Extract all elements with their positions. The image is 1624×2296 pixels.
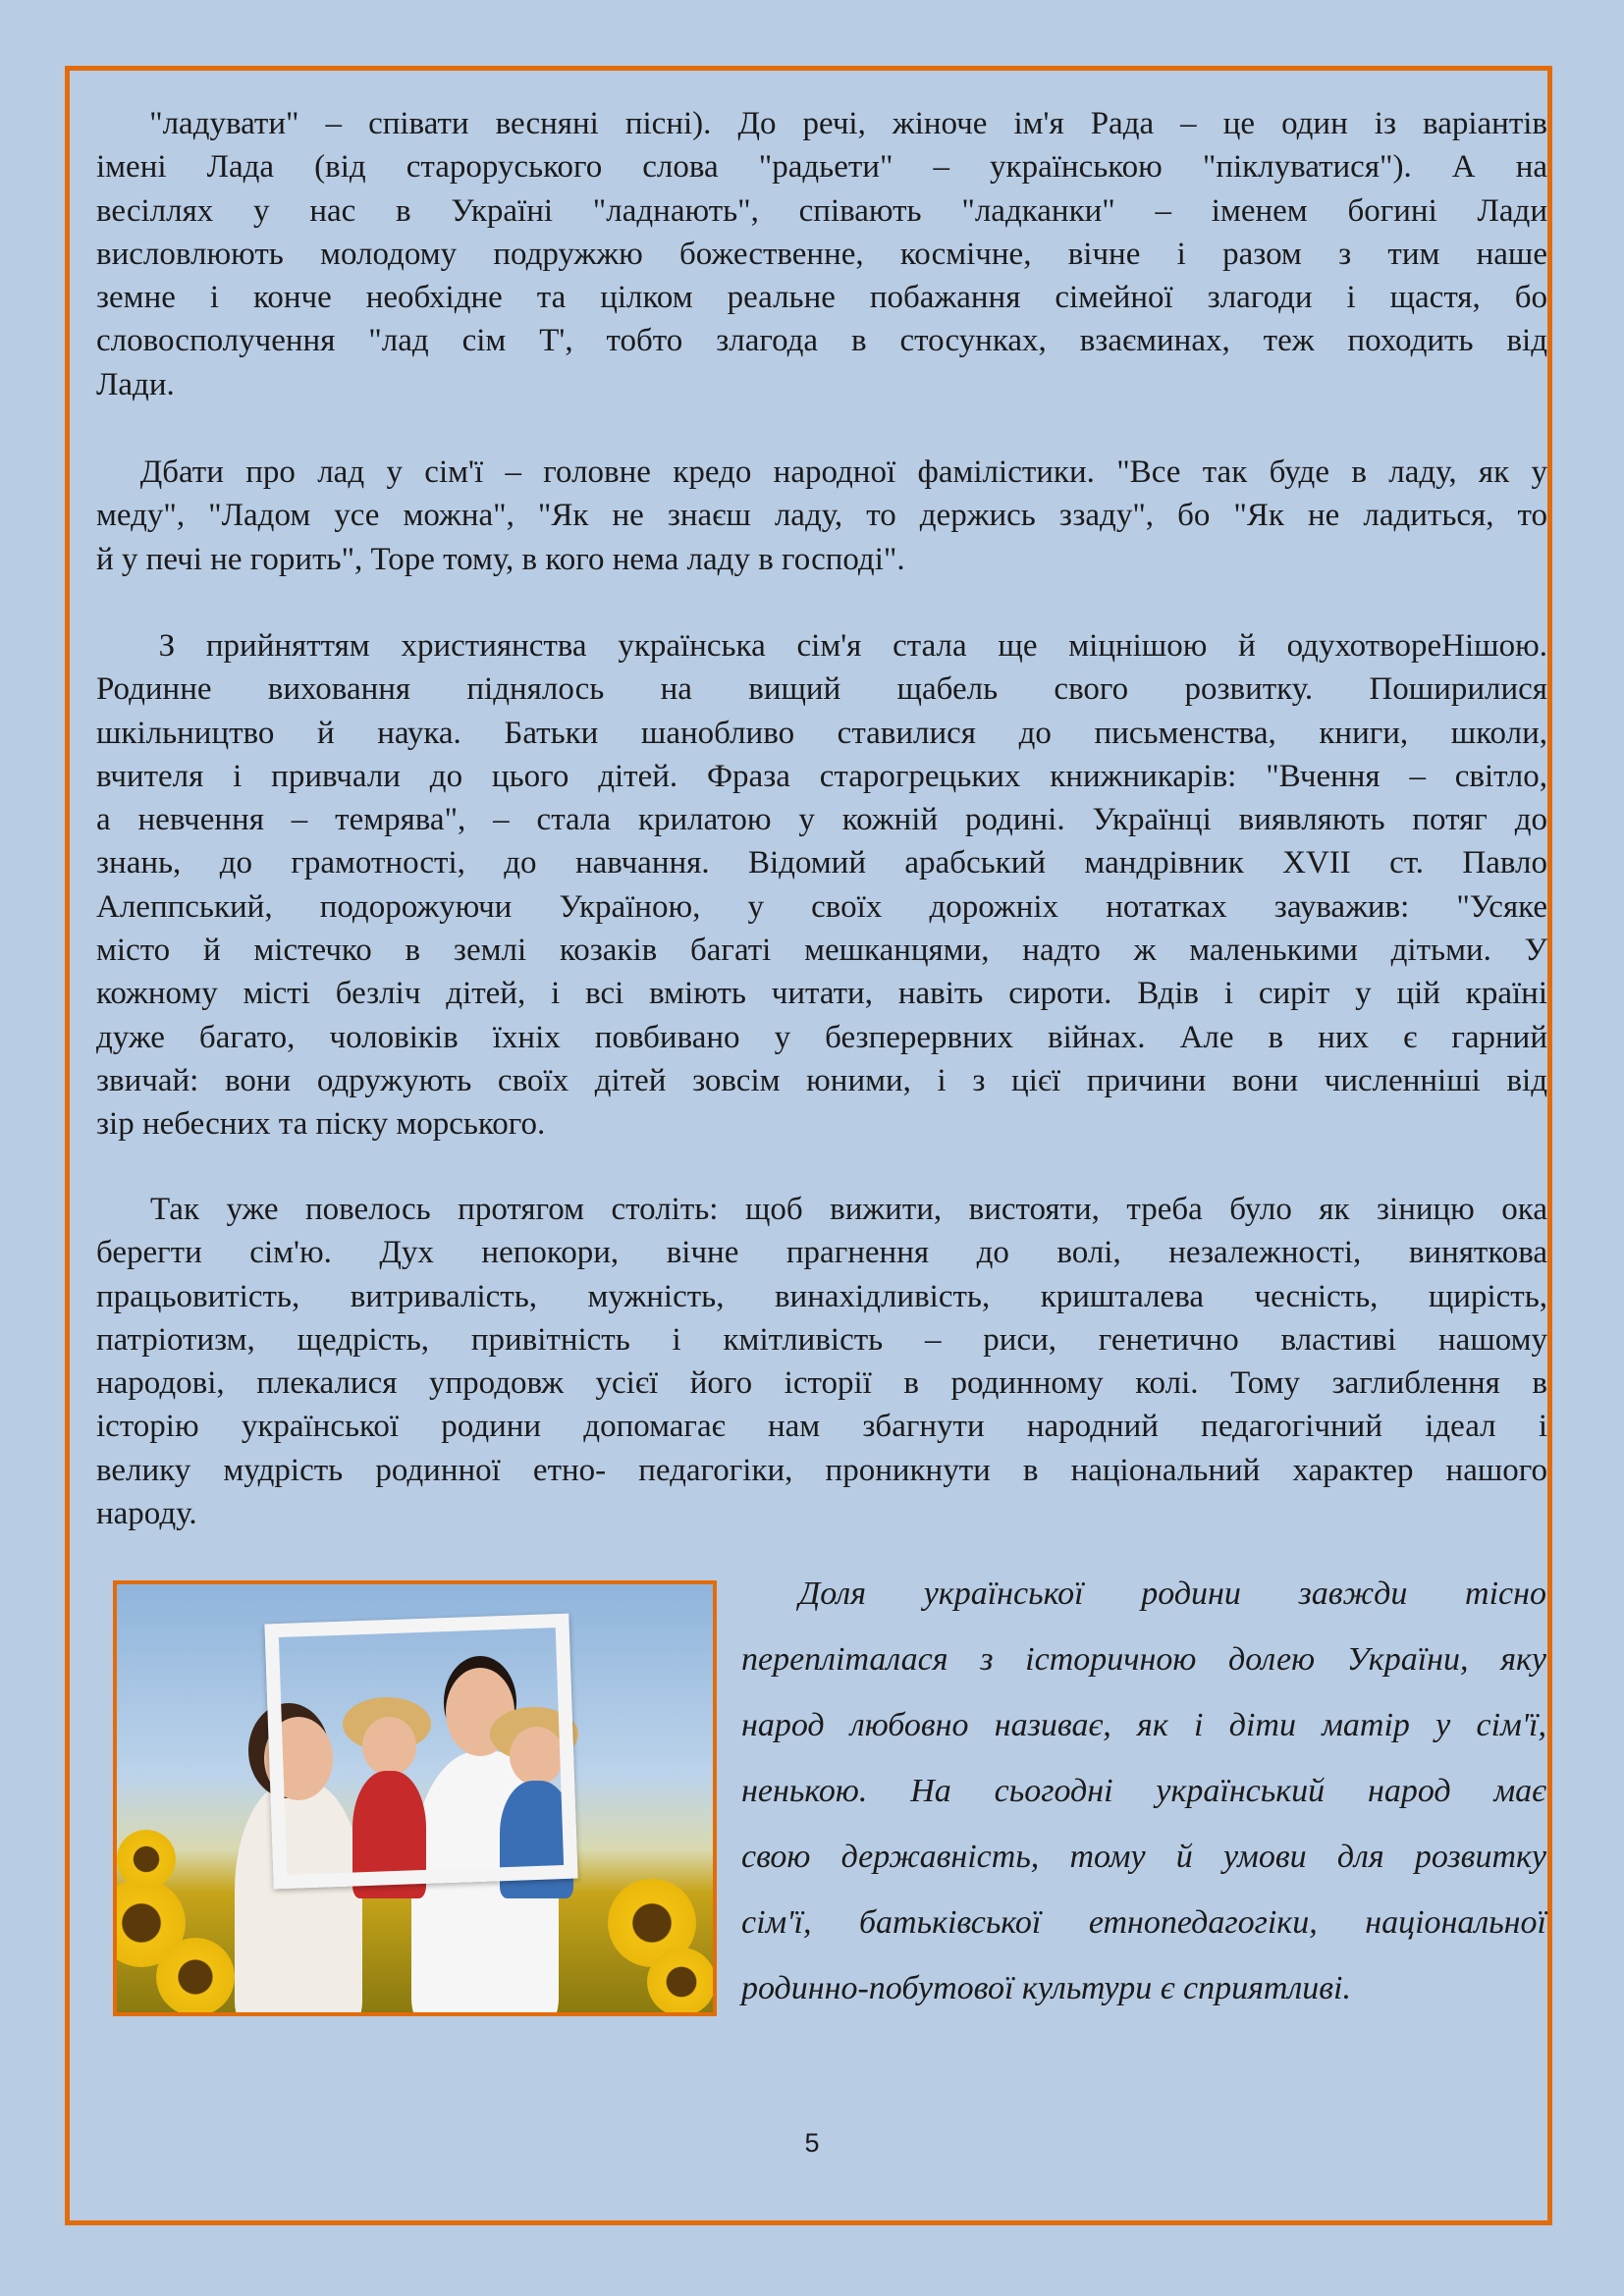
text-line: велику мудрість родинної етно- педагогіки, проникнути в національний характер нашого (96, 1452, 1547, 1488)
text-line: місто й містечко в землі козаків багаті мешканцями, надто ж маленькими дітьми. У (96, 933, 1547, 969)
text-line: народу. (96, 1496, 197, 1532)
paragraph-3 (96, 624, 1547, 1147)
text-line: патріотизм, щедрість, привітність і кмітливість – риси, генетично властиві нашому (96, 1321, 1547, 1358)
photo-caption (741, 1561, 1546, 2021)
text-line: свою державність, тому й умови для розвитку (741, 1839, 1546, 1875)
text-line: перепліталася з історичною долею України, яку (741, 1641, 1546, 1678)
text-line: працьовитість, витривалість, мужність, винахідливість, кришталева чесність, щирість, (96, 1278, 1547, 1314)
text-line: імені Лада (від староруського слова "радьети" – українською "піклуватися"). А на (96, 149, 1547, 186)
text-line: земне і конче необхідне та цілком реальне побажання сімейної злагоди і щастя, бо (96, 280, 1547, 316)
text-line: вчителя і привчали до цього дітей. Фраза старогрецьких книжникарів: "Вчення – світло, (96, 758, 1547, 794)
text-line: висловлюють молодому подружжю божественне, космічне, вічне і разом з тим наше (96, 236, 1547, 272)
text-line: історію української родини допомагає нам збагнути народний педагогічний ідеал і (96, 1409, 1547, 1445)
paragraph-1 (96, 102, 1547, 406)
text-line: Лади. (96, 366, 175, 402)
text-line: Алеппський, подорожуючи Україною, у своїх дорожніх нотатках зауважив: "Усяке (96, 888, 1547, 925)
page-number: 5 (804, 2128, 820, 2158)
text-line: ненькою. На сьогодні український народ має (741, 1773, 1546, 1809)
text-line: весіллях у нас в Україні "ладнають", співають "ладканки" – іменем богині Лади (96, 192, 1547, 229)
text-line: а невчення – темрява", – стала крилатою у кожній родині. Українці виявляють потяг до (96, 802, 1547, 838)
text-line: дуже багато, чоловіків їхніх повбивано у безперервних війнах. Але в них є гарний (96, 1019, 1547, 1055)
text-line: словосполучення "лад сім Т', тобто злагода в стосунках, взаєминах, теж походить від (96, 323, 1547, 359)
text-line: народові, плекалися упродовж усієї його історії в родинному колі. Тому заглиблення в (96, 1365, 1547, 1402)
text-line: кожному місті безліч дітей, і всі вміють читати, навіть сироти. Вдів і сиріт у цій країні (96, 976, 1547, 1012)
text-line: меду", "Ладом усе можна", "Як не знаєш ладу, то держись ззаду", бо "Як не ладиться, то (96, 498, 1547, 534)
text-line: Дбати про лад у сім'ї – головне кредо народної фамілістики. "Все так буде в ладу, як у (96, 454, 1547, 490)
text-line: родинно-побутової культури є сприятливі. (741, 1970, 1351, 2006)
text-line: зір небесних та піску морського. (96, 1106, 546, 1143)
text-line: шкільництво й наука. Батьки шанобливо ставилися до письменства, книги, школи, (96, 715, 1547, 751)
text-line: й у печі не горить", Торе тому, в кого нема ладу в господі". (96, 541, 905, 577)
paragraph-2 (96, 451, 1547, 581)
text-line: знань, до грамотності, до навчання. Відомий арабський мандрівник XVII ст. Павло (96, 845, 1547, 881)
text-line: Доля української родини завжди тісно (741, 1575, 1546, 1612)
text-line: З прийняттям християнства українська сім'я стала ще міцнішою й одухотвореНішою. (96, 628, 1547, 664)
text-line: "ладувати" – співати весняні пісні). До речі, жіноче ім'я Рада – це один із варіантів (96, 106, 1547, 141)
text-line: Так уже повелось протягом століть: щоб вижити, вистояти, треба було як зіницю ока (96, 1192, 1547, 1227)
family-photo (113, 1580, 717, 2016)
text-line: сім'ї, батьківської етнопедагогіки, національної (741, 1904, 1546, 1941)
paragraph-4 (96, 1188, 1547, 1535)
text-line: народ любовно називає, як і діти матір у сім'ї, (741, 1707, 1546, 1743)
text-line: Родинне виховання піднялось на вищий щабель свого розвитку. Поширилися (96, 671, 1547, 708)
text-line: звичай: вони одружують своїх дітей зовсім юними, і з цієї причини вони численніші від (96, 1062, 1547, 1098)
text-line: берегти сім'ю. Дух непокори, вічне прагнення до волі, незалежності, виняткова (96, 1235, 1547, 1271)
